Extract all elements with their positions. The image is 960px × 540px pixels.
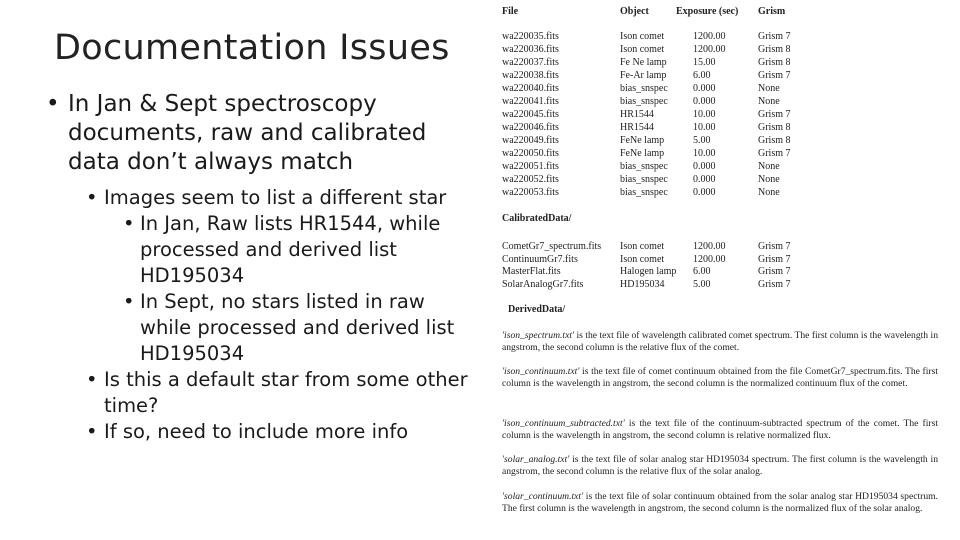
- cell-exposure: 10.00: [693, 109, 716, 120]
- derived-paragraph: [502, 418, 938, 441]
- derived-description: is the text file of solar analog star HD195034 spectrum. The first column is the wavelength in angstrom, the second column is the relative flux of the solar analog.: [502, 454, 938, 477]
- slide-title: Documentation Issues: [54, 28, 450, 68]
- cell-exposure: 1200.00: [693, 44, 726, 55]
- cell-object: HR1544: [620, 109, 654, 120]
- cell-exposure: 0.000: [693, 187, 716, 198]
- cell-object: bias_snspec: [620, 161, 668, 172]
- header-file: File: [502, 6, 519, 17]
- bullet-level3: [42, 211, 472, 289]
- bullet-dot: •: [86, 420, 98, 443]
- bullet-list: [42, 90, 472, 445]
- bullet-level2: [42, 185, 472, 211]
- cell-exposure: 6.00: [693, 266, 711, 277]
- cell-exposure: 15.00: [693, 57, 716, 68]
- cell-object: Ison comet: [620, 31, 665, 42]
- cell-file: wa220045.fits: [502, 109, 559, 120]
- cell-grism: Grism 7: [758, 278, 791, 290]
- header-exposure: Exposure (sec): [676, 6, 739, 17]
- cell-object: FeNe lamp: [620, 148, 665, 159]
- cell-grism: Grism 7: [758, 70, 791, 81]
- derived-paragraph: [502, 366, 938, 389]
- cell-exposure: 0.000: [693, 83, 716, 94]
- cell-exposure: 5.00: [693, 278, 711, 290]
- bullet-dot: •: [86, 186, 98, 209]
- cell-file: wa220035.fits: [502, 31, 559, 42]
- header-grism: Grism: [758, 6, 786, 17]
- derived-filename: 'ison_continuum.txt': [502, 366, 580, 377]
- document-excerpt: [502, 0, 946, 540]
- cell-grism: Grism 8: [758, 44, 791, 55]
- cell-exposure: 1200.00: [693, 31, 726, 42]
- derived-paragraph: [502, 491, 938, 514]
- cell-object: Ison comet: [620, 241, 665, 252]
- cell-file: wa220046.fits: [502, 122, 559, 133]
- cell-grism: Grism 7: [758, 253, 791, 265]
- cell-grism: None: [758, 83, 780, 94]
- cell-file: wa220036.fits: [502, 44, 559, 55]
- derived-description: is the text file of the continuum-subtracted spectrum of the comet. The first column is the wavelength in angstrom, the second column is relative normalized flux.: [502, 418, 938, 441]
- derived-filename: 'solar_analog.txt': [502, 454, 570, 465]
- cell-grism: Grism 7: [758, 109, 791, 120]
- cell-grism: Grism 7: [758, 241, 791, 252]
- cell-exposure: 10.00: [693, 122, 716, 133]
- cell-file: wa220052.fits: [502, 174, 559, 185]
- bullet-text: In Sept, no stars listed in raw while processed and derived list HD195034: [140, 290, 455, 365]
- derived-description: is the text file of comet continuum obtained from the file CometGr7_spectrum.fits. The first column is the wavelength in angstrom, the second column is the normalized continuum flux of the comet.: [502, 366, 938, 389]
- cell-grism: Grism 7: [758, 31, 791, 42]
- cell-object: HR1544: [620, 122, 654, 133]
- cell-object: Ison comet: [620, 253, 665, 265]
- cell-object: HD195034: [620, 278, 665, 290]
- bullet-text: In Jan, Raw lists HR1544, while processed and derived list HD195034: [140, 212, 441, 287]
- cell-grism: Grism 7: [758, 266, 791, 277]
- cell-file: wa220050.fits: [502, 148, 559, 159]
- cell-grism: Grism 8: [758, 135, 791, 146]
- bullet-dot: •: [46, 91, 60, 117]
- cell-grism: None: [758, 187, 780, 198]
- cell-exposure: 10.00: [693, 148, 716, 159]
- bullet-text: Images seem to list a different star: [104, 186, 447, 209]
- bullet-dot: •: [123, 212, 135, 235]
- bullet-level2: [42, 367, 472, 419]
- header-object: Object: [620, 6, 649, 17]
- bullet-level1: [42, 90, 472, 177]
- cell-file: wa220049.fits: [502, 135, 559, 146]
- cell-file: wa220051.fits: [502, 161, 559, 172]
- cell-grism: Grism 8: [758, 122, 791, 133]
- cell-file: wa220037.fits: [502, 57, 559, 68]
- cell-grism: None: [758, 161, 780, 172]
- cell-exposure: 5.00: [693, 135, 711, 146]
- cell-grism: None: [758, 96, 780, 107]
- cell-object: bias_snspec: [620, 174, 668, 185]
- bullet-level2: [42, 419, 472, 445]
- cell-exposure: 0.000: [693, 96, 716, 107]
- calibrated-heading: CalibratedData/: [502, 213, 572, 224]
- cell-file: SolarAnalogGr7.fits: [502, 278, 584, 290]
- derived-filename: 'ison_spectrum.txt': [502, 330, 575, 341]
- bullet-level3: [42, 289, 472, 367]
- cell-object: bias_snspec: [620, 96, 668, 107]
- derived-heading: DerivedData/: [508, 304, 566, 315]
- cell-file: MasterFlat.fits: [502, 266, 561, 277]
- cell-object: bias_snspec: [620, 83, 668, 94]
- cell-file: wa220053.fits: [502, 187, 559, 198]
- bullet-text: If so, need to include more info: [104, 420, 409, 443]
- cell-object: bias_snspec: [620, 187, 668, 198]
- cell-object: FeNe lamp: [620, 135, 665, 146]
- cell-exposure: 0.000: [693, 174, 716, 185]
- bullet-dot: •: [86, 368, 98, 391]
- derived-description: is the text file of wavelength calibrated comet spectrum. The first column is the wavelength in angstrom, the second column is the relative flux of the comet.: [502, 330, 938, 353]
- cell-object: Ison comet: [620, 44, 665, 55]
- cell-exposure: 1200.00: [693, 253, 726, 265]
- cell-file: CometGr7_spectrum.fits: [502, 241, 602, 252]
- cell-file: wa220041.fits: [502, 96, 559, 107]
- cell-file: ContinuumGr7.fits: [502, 253, 578, 265]
- cell-file: wa220040.fits: [502, 83, 559, 94]
- cell-exposure: 0.000: [693, 161, 716, 172]
- cell-grism: Grism 7: [758, 148, 791, 159]
- cell-object: Halogen lamp: [620, 266, 677, 277]
- bullet-text: In Jan & Sept spectroscopy documents, raw and calibrated data don’t always match: [68, 91, 427, 175]
- bullet-text: Is this a default star from some other time?: [104, 368, 468, 417]
- cell-exposure: 1200.00: [693, 241, 726, 252]
- cell-object: Fe Ne lamp: [620, 57, 667, 68]
- cell-grism: Grism 8: [758, 57, 791, 68]
- derived-filename: 'ison_continuum_subtracted.txt': [502, 418, 625, 429]
- cell-file: wa220038.fits: [502, 70, 559, 81]
- derived-description: is the text file of solar continuum obtained from the solar analog star HD195034 spectrum. The first column is the wavelength in angstrom, the second column is the normalized flux of the solar analog.: [502, 491, 938, 514]
- bullet-dot: •: [123, 290, 135, 313]
- cell-grism: None: [758, 174, 780, 185]
- derived-filename: 'solar_continuum.txt': [502, 491, 584, 502]
- derived-paragraph: [502, 330, 938, 353]
- derived-paragraph: [502, 454, 938, 477]
- cell-object: Fe-Ar lamp: [620, 70, 667, 81]
- cell-exposure: 6.00: [693, 70, 711, 81]
